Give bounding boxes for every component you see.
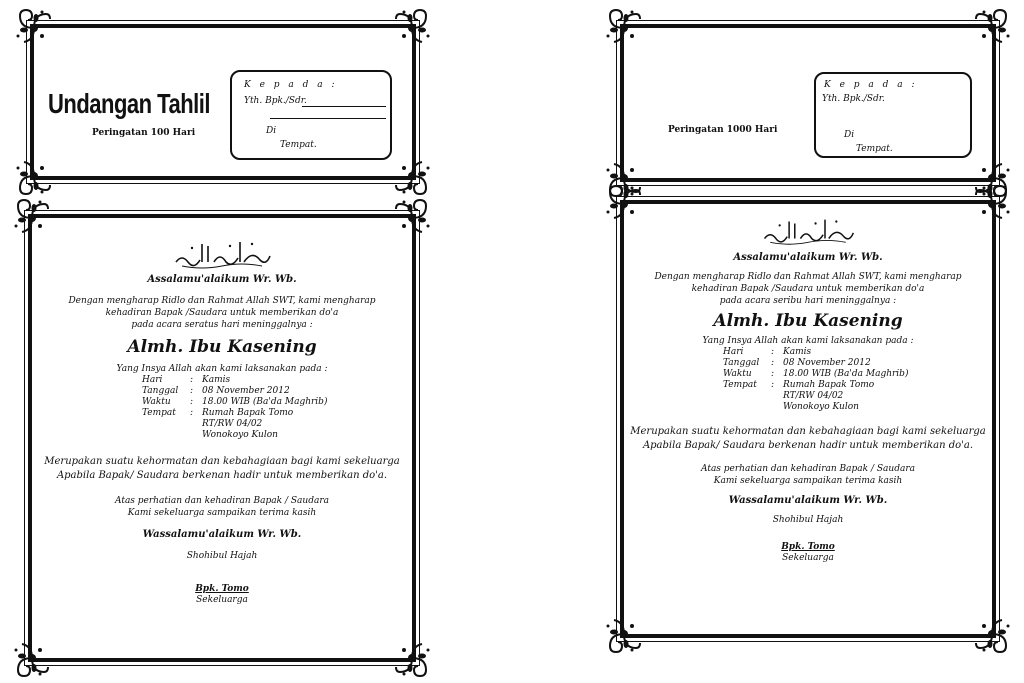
- address-box: [230, 70, 392, 160]
- deceased-name: Almh. Ibu Kasening: [127, 337, 317, 357]
- intro-line: kehadiran Bapak /Saudara untuk memberikan do'a: [691, 284, 925, 294]
- envelope-subtitle: Peringatan 1000 Hari: [668, 125, 778, 135]
- detail-value: RT/RW 04/02: [202, 419, 263, 429]
- detail-label: Waktu: [142, 397, 171, 407]
- invitation-content: [32, 236, 412, 606]
- envelope-right: [620, 24, 996, 182]
- floral-corner-icon: [10, 196, 50, 236]
- detail-value: RT/RW 04/02: [783, 391, 844, 401]
- intro-line: Dengan mengharap Ridlo dan Rahmat Allah SWT, kami mengharap: [654, 272, 962, 282]
- detail-sep: :: [190, 375, 194, 385]
- address-tempat: Tempat.: [856, 144, 893, 154]
- thanks-line: Atas perhatian dan kehadiran Bapak / Saudara: [700, 464, 915, 474]
- envelope-title: Undangan Tahlil: [48, 88, 210, 120]
- invitation-left: [28, 214, 416, 662]
- intro-line: kehadiran Bapak /Saudara untuk memberikan do'a: [105, 308, 339, 318]
- floral-corner-icon: [602, 616, 642, 656]
- thanks-line: Kami sekeluarga sampaikan terima kasih: [713, 476, 903, 486]
- address-kepada: K e p a d a :: [244, 80, 338, 90]
- host-label: Shohibul Hajah: [772, 515, 844, 525]
- detail-label: Hari: [723, 347, 744, 357]
- intro-line: pada acara seribu hari meninggalnya :: [719, 296, 897, 306]
- floral-corner-icon: [10, 640, 50, 680]
- floral-corner-icon: [974, 6, 1014, 46]
- detail-label: Waktu: [723, 369, 752, 379]
- detail-sep: [771, 402, 783, 413]
- event-details: [112, 375, 332, 441]
- floral-corner-icon: [394, 640, 434, 680]
- signer-name: Bpk. Tomo: [195, 584, 249, 594]
- detail-label: Tanggal: [723, 358, 760, 368]
- detail-label: [723, 402, 771, 413]
- family-label: Sekeluarga: [196, 595, 248, 605]
- basmala-calligraphy-icon: [760, 214, 856, 248]
- detail-sep: :: [771, 369, 775, 379]
- detail-sep: [190, 430, 202, 441]
- detail-sep: :: [190, 408, 194, 418]
- address-kepada: K e p a d a :: [824, 80, 918, 90]
- closing: Wassalamu'alaikum Wr. Wb.: [142, 529, 302, 540]
- detail-label: Hari: [142, 375, 163, 385]
- detail-sep: [190, 419, 202, 430]
- floral-corner-icon: [12, 6, 52, 46]
- floral-corner-icon: [394, 158, 434, 198]
- honor-line: Apabila Bapak/ Saudara berkenan hadir untuk memberikan do'a.: [56, 470, 388, 481]
- invitation-right: [620, 200, 996, 638]
- address-di: Di: [844, 130, 855, 140]
- thanks-line: Atas perhatian dan kehadiran Bapak / Saudara: [114, 496, 329, 506]
- floral-corner-icon: [974, 182, 1014, 222]
- address-tempat: Tempat.: [280, 140, 317, 150]
- envelope-subtitle: Peringatan 100 Hari: [92, 128, 196, 138]
- detail-value: Kamis: [202, 375, 231, 385]
- honor-line: Merupakan suatu kehormatan dan kebahagiaan bagi kami sekeluarga: [44, 456, 400, 467]
- detail-value: Rumah Bapak Tomo: [202, 408, 294, 418]
- detail-sep: :: [190, 386, 194, 396]
- deceased-name: Almh. Ibu Kasening: [713, 311, 903, 331]
- basmala-calligraphy-icon: [172, 236, 272, 272]
- address-line: [270, 118, 386, 119]
- detail-sep: :: [190, 397, 194, 407]
- event-details: [703, 347, 913, 413]
- detail-label: [142, 419, 190, 430]
- floral-corner-icon: [394, 196, 434, 236]
- detail-sep: :: [771, 358, 775, 368]
- address-di: Di: [266, 126, 277, 136]
- intro-line: pada acara seratus hari meninggalnya :: [131, 320, 313, 330]
- floral-corner-icon: [394, 6, 434, 46]
- detail-value: Kamis: [783, 347, 812, 357]
- thanks-line: Kami sekeluarga sampaikan terima kasih: [127, 508, 317, 518]
- floral-corner-icon: [974, 616, 1014, 656]
- schedule-intro: Yang Insya Allah akan kami laksanakan pada :: [702, 336, 914, 346]
- closing: Wassalamu'alaikum Wr. Wb.: [728, 495, 888, 506]
- address-line: [302, 106, 386, 107]
- detail-sep: :: [771, 347, 775, 357]
- floral-corner-icon: [602, 182, 642, 222]
- envelope-left: [30, 24, 416, 180]
- detail-value: 08 November 2012: [202, 386, 290, 396]
- schedule-intro: Yang Insya Allah akan kami laksanakan pada :: [116, 364, 328, 374]
- detail-value: Rumah Bapak Tomo: [783, 380, 875, 390]
- greeting: Assalamu'alaikum Wr. Wb.: [733, 252, 883, 263]
- address-yth: Yth. Bpk./Sdr.: [822, 94, 885, 104]
- host-label: Shohibul Hajah: [186, 551, 258, 561]
- invitation-content: [624, 214, 992, 564]
- detail-value: 18.00 WIB (Ba'da Maghrib): [202, 397, 328, 407]
- detail-label: [142, 430, 190, 441]
- detail-label: Tanggal: [142, 386, 179, 396]
- family-label: Sekeluarga: [782, 553, 834, 563]
- detail-value: Wonokoyo Kulon: [202, 430, 278, 440]
- detail-sep: [771, 391, 783, 402]
- detail-sep: :: [771, 380, 775, 390]
- floral-corner-icon: [12, 158, 52, 198]
- detail-value: 18.00 WIB (Ba'da Maghrib): [783, 369, 909, 379]
- greeting: Assalamu'alaikum Wr. Wb.: [147, 274, 297, 285]
- address-box: [814, 72, 972, 158]
- intro-line: Dengan mengharap Ridlo dan Rahmat Allah SWT, kami mengharap: [68, 296, 376, 306]
- honor-line: Apabila Bapak/ Saudara berkenan hadir untuk memberikan do'a.: [642, 440, 974, 451]
- detail-value: 08 November 2012: [783, 358, 871, 368]
- honor-line: Merupakan suatu kehormatan dan kebahagiaan bagi kami sekeluarga: [630, 426, 986, 437]
- detail-label: Tempat: [142, 408, 176, 418]
- signer-name: Bpk. Tomo: [781, 542, 835, 552]
- detail-value: Wonokoyo Kulon: [783, 402, 859, 412]
- floral-corner-icon: [602, 6, 642, 46]
- detail-label: Tempat: [723, 380, 757, 390]
- detail-label: [723, 391, 771, 402]
- address-yth: Yth. Bpk./Sdr.: [244, 96, 307, 106]
